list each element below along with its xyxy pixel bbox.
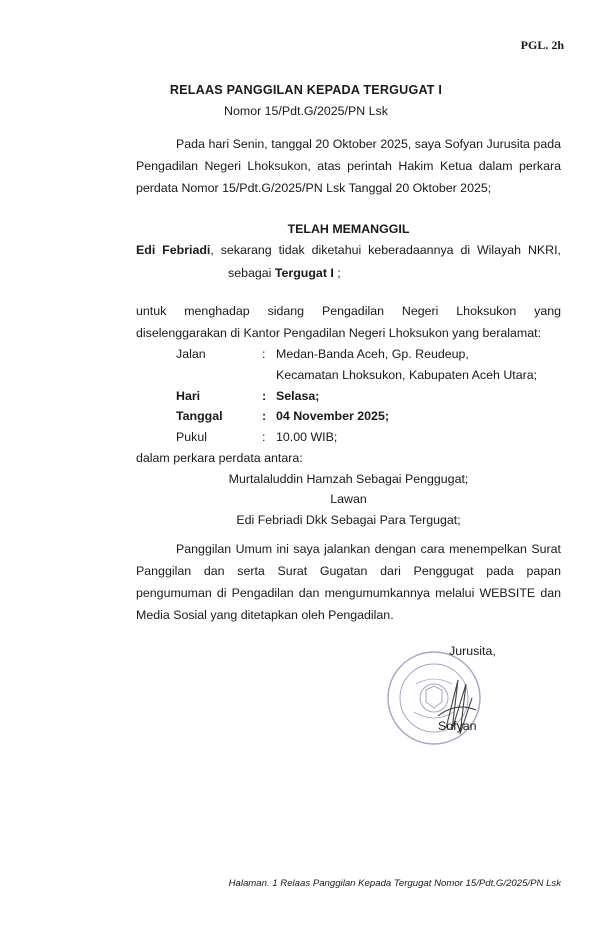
party-role: Tergugat I bbox=[274, 266, 334, 280]
tanggal-value: 04 November 2025; bbox=[276, 409, 389, 423]
hari-colon: : bbox=[262, 389, 267, 403]
tanggal-label: Tanggal bbox=[176, 409, 223, 423]
tanggal-colon: : bbox=[262, 409, 267, 423]
pukul-value: 10.00 WIB; bbox=[276, 430, 338, 444]
versus-line: Lawan bbox=[330, 492, 367, 506]
pukul-colon: : bbox=[262, 430, 266, 444]
case-intro: dalam perkara perdata antara: bbox=[136, 451, 303, 465]
party-role-prefix: sebagai bbox=[228, 266, 275, 280]
party-role-line bbox=[228, 266, 341, 280]
defendants-line: Edi Febriadi Dkk Sebagai Para Tergugat; bbox=[236, 513, 461, 527]
plaintiff-line: Murtalaluddin Hamzah Sebagai Penggugat; bbox=[228, 472, 469, 486]
jalan-colon: : bbox=[262, 347, 266, 361]
page-footer: Halaman. 1 Relaas Panggilan Kepada Tergugat Nomor 15/Pdt.G/2025/PN Lsk bbox=[228, 878, 561, 889]
signature-name: Sofyan bbox=[438, 719, 477, 733]
document-title: RELAAS PANGGILAN KEPADA TERGUGAT I bbox=[169, 83, 443, 97]
closing-paragraph: Panggilan Umum ini saya jalankan dengan cara menempelkan Surat Panggilan dan serta Surat Gugatan dari Penggugat pada papan pengumuman di Pengadilan dan mengumumkannya melalui WEBSITE dan Media Sosial yang ditetapkan oleh Pengadilan. bbox=[136, 542, 561, 622]
hari-value: Selasa; bbox=[276, 389, 320, 403]
party-name: Edi Febriadi bbox=[136, 243, 211, 257]
case-number: Nomor 15/Pdt.G/2025/PN Lsk bbox=[224, 104, 388, 118]
party-description: , sekarang tidak diketahui keberadaannya di Wilayah NKRI, bbox=[210, 243, 561, 257]
signature-role: Jurusita, bbox=[449, 644, 496, 658]
page-code: PGL. 2h bbox=[520, 38, 564, 52]
summoned-heading: TELAH MEMANGGIL bbox=[287, 222, 410, 236]
party-role-suffix: ; bbox=[333, 266, 341, 280]
jalan-value-line1: Medan-Banda Aceh, Gp. Reudeup, bbox=[276, 347, 469, 361]
hari-label: Hari bbox=[176, 389, 201, 403]
intro-paragraph: Pada hari Senin, tanggal 20 Oktober 2025, saya Sofyan Jurusita pada Pengadilan Negeri Lhoksukon, atas perintah Hakim Ketua dalam perkara perdata Nomor 15/Pdt.G/2025/PN Lsk Tanggal 20 Oktober 2025; bbox=[136, 137, 561, 195]
jalan-value-line2: Kecamatan Lhoksukon, Kabupaten Aceh Utara; bbox=[276, 368, 538, 382]
pukul-label: Pukul bbox=[176, 430, 207, 444]
party-line bbox=[136, 243, 561, 257]
jalan-label: Jalan bbox=[176, 347, 206, 361]
hearing-intro: untuk menghadap sidang Pengadilan Negeri Lhoksukon yang diselenggarakan di Kantor Pengadilan Negeri Lhoksukon yang beralamat: bbox=[136, 304, 561, 340]
